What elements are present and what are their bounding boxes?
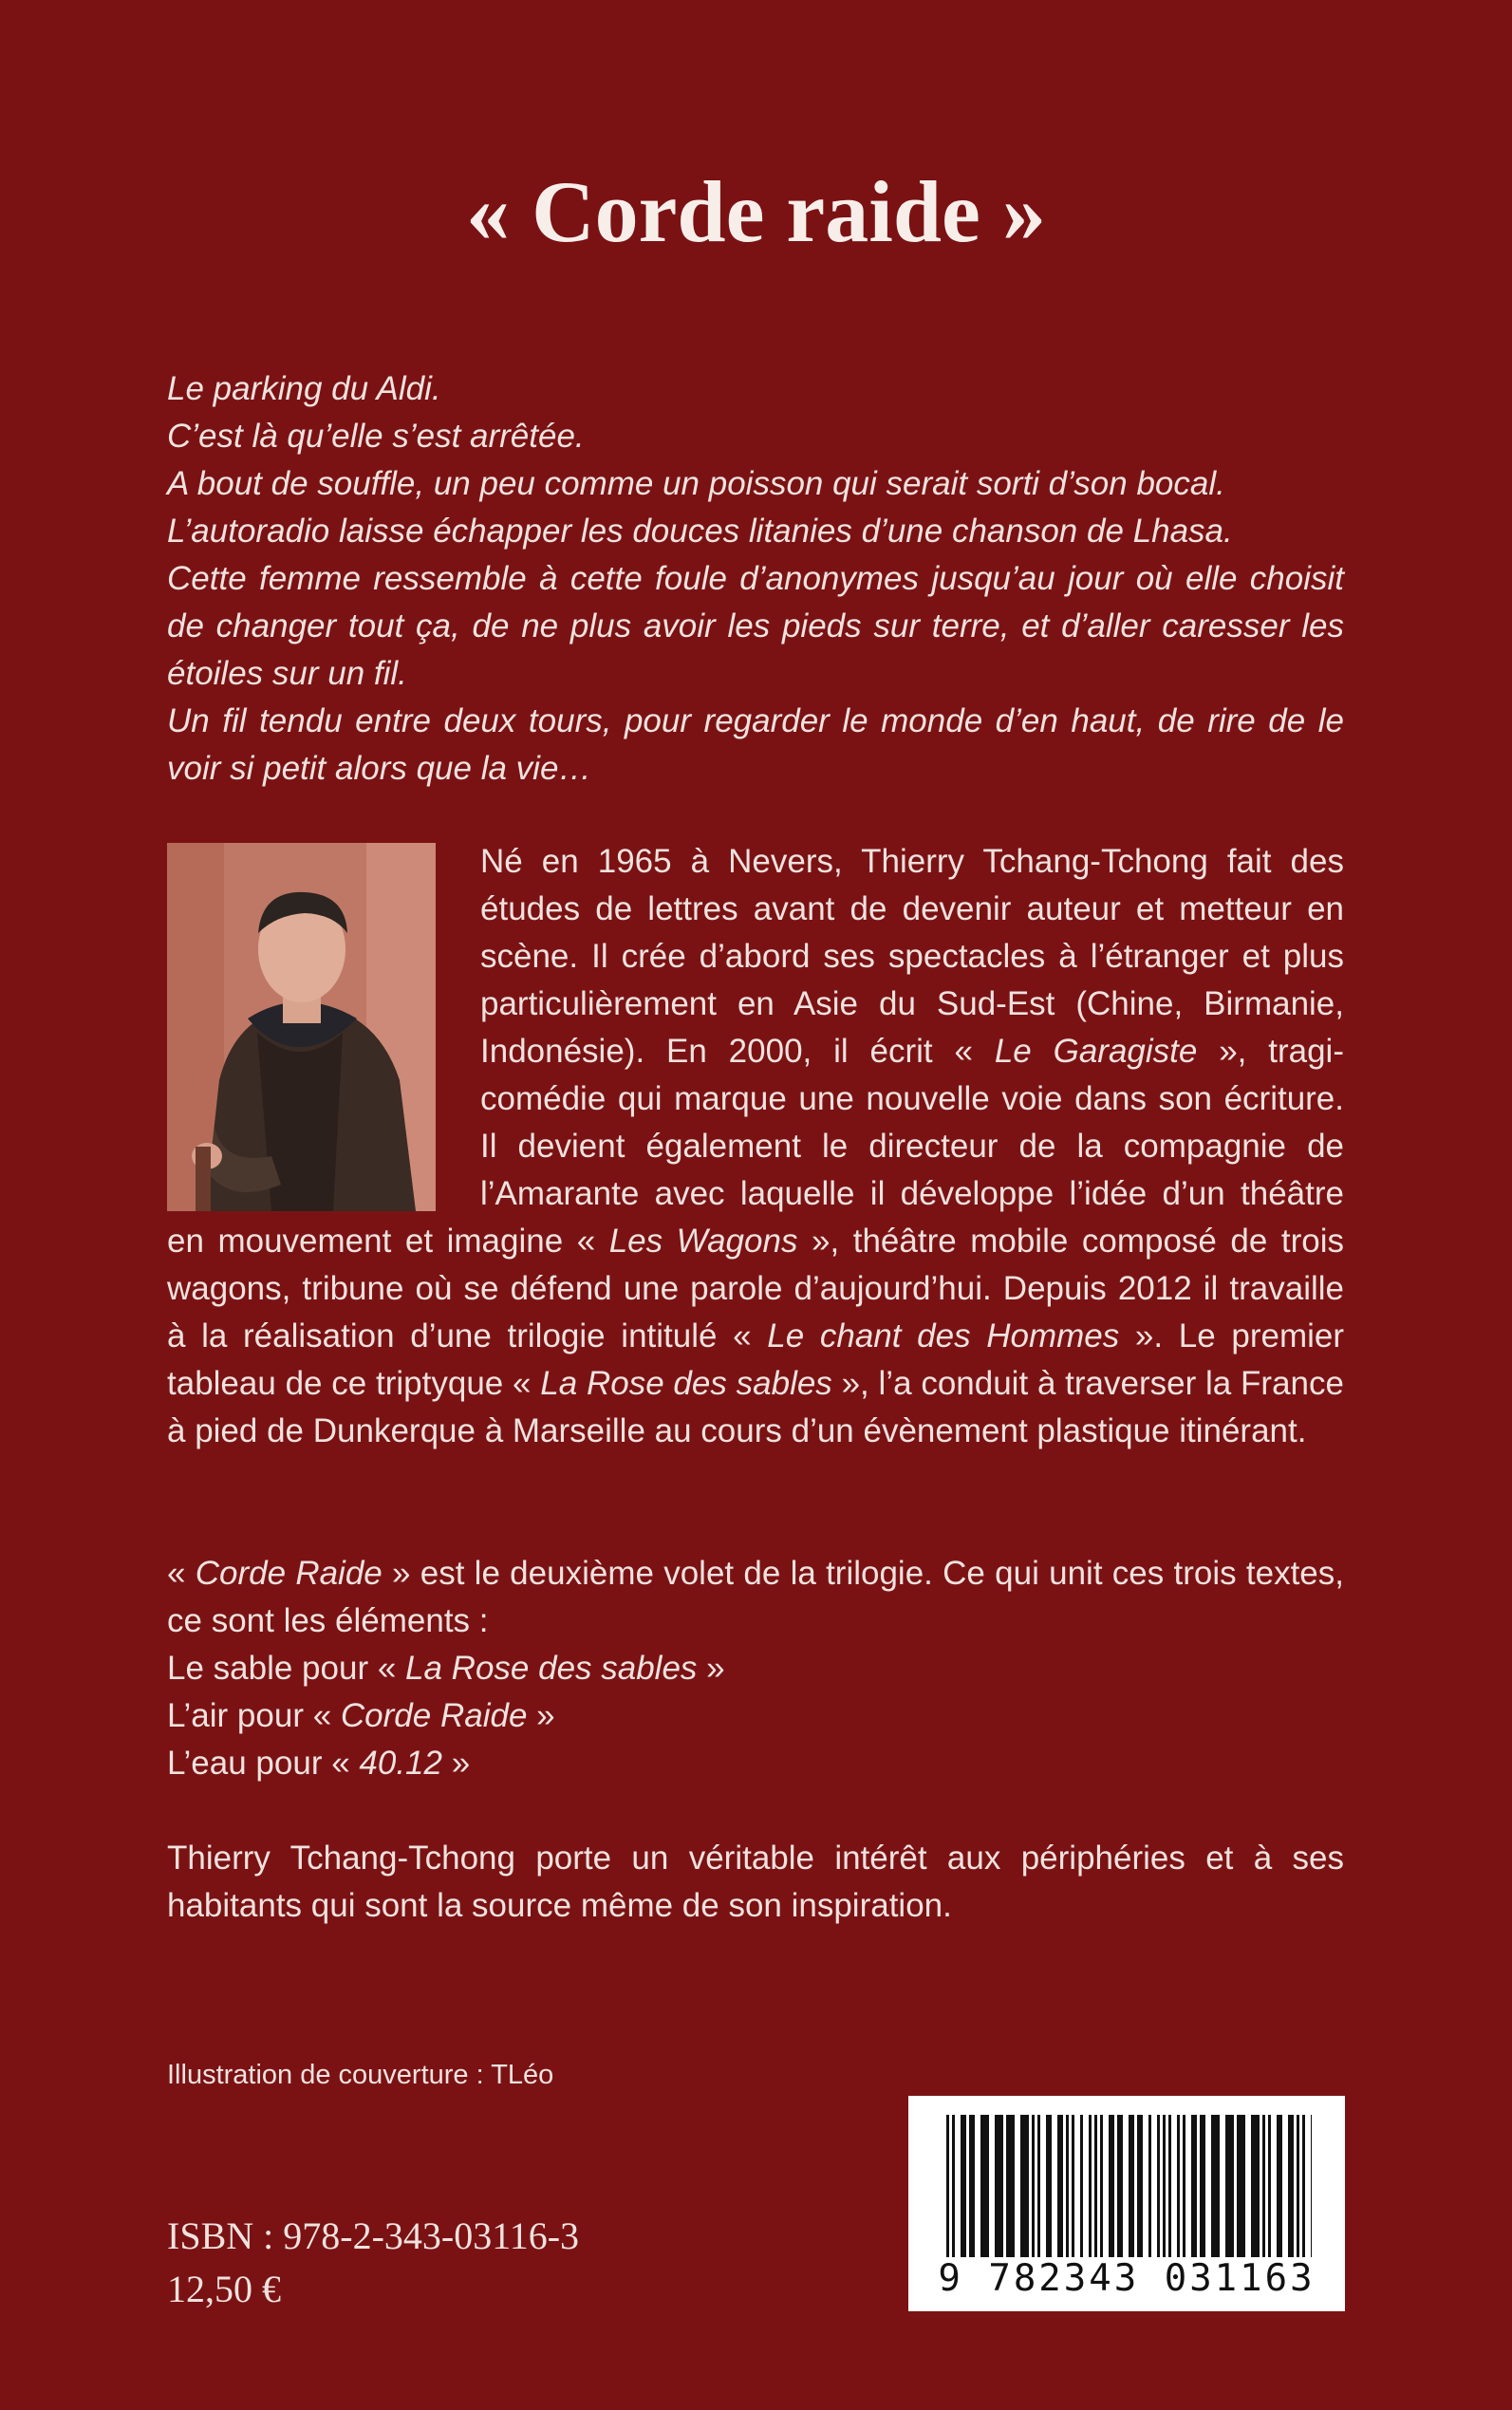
- barcode-bar: [1157, 2115, 1160, 2257]
- element-line: [167, 1645, 1344, 1692]
- barcode-bar: [1057, 2115, 1063, 2257]
- element-prefix: L’air pour «: [167, 1697, 341, 1734]
- barcode-bar: [961, 2115, 966, 2257]
- bio-text: ». Le premier tableau de ce triptyque «: [167, 1317, 1345, 1402]
- barcode-bar: [1225, 2115, 1234, 2257]
- barcode-bar: [1080, 2115, 1083, 2257]
- barcode-bar: [1183, 2115, 1185, 2257]
- barcode-bar: [1200, 2115, 1205, 2257]
- element-suffix: »: [527, 1697, 555, 1734]
- barcode: [908, 2096, 1345, 2311]
- work-title: Le chant des Hommes: [767, 1317, 1120, 1354]
- barcode-bar: [952, 2115, 955, 2257]
- barcode-bar: [1094, 2115, 1097, 2257]
- work-title: La Rose des sables: [405, 1650, 698, 1687]
- bio-text: », l’a conduit à traverser la France à pied de Dunkerque à Marseille au cours d’un évènement plastique itinérant.: [167, 1365, 1344, 1449]
- barcode-bar: [1277, 2115, 1282, 2257]
- intro-line: Le parking du Aldi.: [167, 370, 441, 407]
- barcode-bar: [946, 2115, 949, 2257]
- trilogy-text: «: [167, 1555, 196, 1592]
- element-suffix: »: [697, 1650, 725, 1687]
- barcode-bar: [1066, 2115, 1069, 2257]
- element-line: [167, 1692, 1344, 1740]
- element-line: [167, 1740, 1344, 1787]
- barcode-bar: [1211, 2115, 1220, 2257]
- barcode-digits: 9 782343 031163: [938, 2257, 1316, 2300]
- intro-line: C’est là qu’elle s’est arrêtée.: [167, 418, 585, 455]
- barcode-bar: [1191, 2115, 1197, 2257]
- barcode-bar: [1311, 2115, 1312, 2257]
- author-photo: [167, 843, 436, 1211]
- barcode-bar: [1251, 2115, 1260, 2257]
- bio-text: », théâtre mobile composé de trois wagons, tribune où se défend une parole d’aujourd’hui. Depuis 2012 il travaille à la réalisation d’une trilogie intitulé «: [167, 1223, 1345, 1354]
- trilogy-text: » est le deuxième volet de la trilogie. Ce qui unit ces trois textes, ce sont les éléments :: [167, 1555, 1344, 1639]
- element-suffix: »: [442, 1745, 471, 1782]
- intro-line: A bout de souffle, un peu comme un poisson qui serait sorti d’son bocal.: [167, 465, 1225, 502]
- barcode-bar: [1109, 2115, 1114, 2257]
- barcode-bar: [1006, 2115, 1015, 2257]
- author-portrait-image: [167, 843, 436, 1211]
- barcode-bar: [969, 2115, 975, 2257]
- barcode-bar: [1020, 2115, 1029, 2257]
- barcode-bar: [980, 2115, 989, 2257]
- trilogy-section: [167, 1550, 1344, 1787]
- barcode-bar: [1037, 2115, 1040, 2257]
- barcode-bar: [1100, 2115, 1103, 2257]
- barcode-bar: [1168, 2115, 1171, 2257]
- work-title: Les Wagons: [608, 1223, 798, 1260]
- barcode-bar: [1297, 2115, 1299, 2257]
- barcode-bar: [1177, 2115, 1180, 2257]
- work-title: Corde Raide: [195, 1555, 383, 1592]
- closing-paragraph: [167, 1835, 1344, 1930]
- barcode-bar: [1129, 2115, 1134, 2257]
- barcode-bar: [1089, 2115, 1092, 2257]
- intro-line: Cette femme ressemble à cette foule d’anonymes jusqu’au jour où elle choisit de changer tout ça, de ne plus avoir les pieds sur terre, et d’aller caresser les étoiles sur un fil.: [167, 560, 1344, 692]
- cover-credit: Illustration de couverture : TLéo: [167, 2060, 554, 2090]
- barcode-bar: [1137, 2115, 1143, 2257]
- work-title: La Rose des sables: [540, 1365, 832, 1402]
- intro-blurb: [167, 365, 1344, 793]
- barcode-bar: [1046, 2115, 1052, 2257]
- barcode-bar: [1148, 2115, 1151, 2257]
- book-title: « Corde raide »: [466, 163, 1046, 260]
- element-prefix: Le sable pour «: [167, 1650, 406, 1687]
- element-prefix: L’eau pour «: [167, 1745, 360, 1782]
- isbn: ISBN : 978-2-343-03116-3: [167, 2214, 580, 2257]
- barcode-bar: [1117, 2115, 1123, 2257]
- author-biography: [167, 838, 1344, 1455]
- work-title: 40.12: [359, 1745, 442, 1782]
- barcode-bar: [1268, 2115, 1271, 2257]
- barcode-bar: [1302, 2115, 1305, 2257]
- barcode-bar: [1237, 2115, 1245, 2257]
- work-title: Le Garagiste: [994, 1033, 1198, 1070]
- intro-line: L’autoradio laisse échapper les douces litanies d’une chanson de Lhasa.: [167, 513, 1233, 550]
- barcode-bar: [1032, 2115, 1035, 2257]
- barcode-bar: [1163, 2115, 1166, 2257]
- barcode-bar: [1262, 2115, 1265, 2257]
- bio-text: », tragi-comédie qui marque une nouvelle voie dans son écriture. Il devient également le directeur de la compagnie de l’Amarante avec laquelle il développe l’idée d’un théâtre en mouvement et imagine «: [167, 1033, 1344, 1260]
- intro-line: Un fil tendu entre deux tours, pour regarder le monde d’en haut, de rire de le voir si petit alors que la vie…: [167, 702, 1344, 787]
- barcode-bar: [995, 2115, 1003, 2257]
- barcode-bar: [1288, 2115, 1294, 2257]
- price: 12,50 €: [167, 2268, 281, 2310]
- work-title: Corde Raide: [340, 1697, 528, 1734]
- closing-text: Thierry Tchang-Tchong porte un véritable intérêt aux périphéries et à ses habitants qui sont la source même de son inspiration.: [167, 1840, 1344, 1924]
- bio-text: Né en 1965 à Nevers, Thierry Tchang-Tchong fait des études de lettres avant de devenir auteur et metteur en scène. Il crée d’abord ses spectacles à l’étranger et plus particulièrement en Asie du Sud-Est (Chine, Birmanie, Indonésie). En 2000, il écrit «: [480, 843, 1344, 1070]
- barcode-bar: [1072, 2115, 1074, 2257]
